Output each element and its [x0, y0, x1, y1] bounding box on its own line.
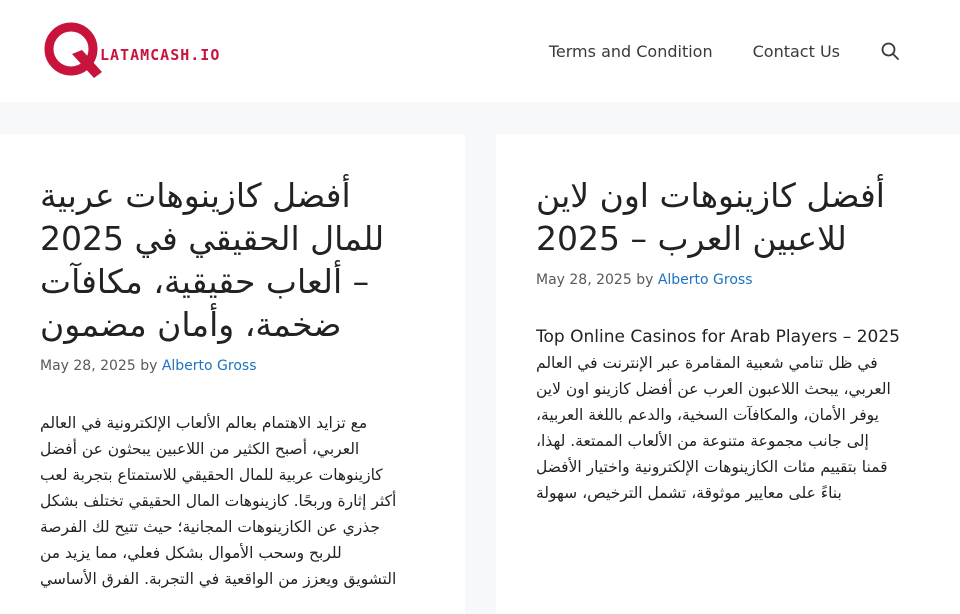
main-nav	[549, 0, 960, 102]
excerpt-line: كازينوهات عربية للمال الحقيقي للاستمتاع بتجربة لعب	[40, 466, 383, 484]
search-icon	[881, 42, 899, 60]
post-by-label: by	[140, 358, 158, 374]
excerpt-line: قمنا بتقييم مئات الكازينوهات الإلكترونية واختيار الأفضل	[536, 458, 888, 476]
excerpt-line: العربي، يبحث اللاعبون العرب عن أفضل كازينو اون لاين	[536, 380, 891, 398]
post-title-line[interactable]: للاعبين العرب – 2025	[536, 219, 847, 258]
post-date: May 28, 2025	[40, 358, 136, 374]
post-title-line[interactable]: ضخمة، وأمان مضمون	[40, 305, 342, 344]
excerpt-line: العربي، أصبح الكثير من اللاعبين يبحثون عن أفضل	[40, 440, 360, 458]
excerpt-line: التشويق ويعزز من الواقعية في التجربة. الفرق الأساسي	[40, 570, 397, 588]
post-excerpt	[40, 410, 425, 592]
excerpt-line: للربح وسحب الأموال بشكل فعلي، مما يزيد من	[40, 544, 342, 562]
logo-text: LATAMCASH.IO	[100, 46, 221, 64]
post-by-label: by	[636, 272, 654, 288]
post-author-link[interactable]: Alberto Gross	[657, 272, 753, 288]
excerpt-line: إلى جانب مجموعة متنوعة من الألعاب الممتعة. لهذا،	[536, 432, 869, 450]
post-card	[496, 134, 960, 614]
post-meta	[40, 358, 425, 374]
post-date: May 28, 2025	[536, 272, 632, 288]
post-title-line[interactable]: للمال الحقيقي في 2025	[40, 219, 385, 258]
post-excerpt	[536, 324, 920, 506]
post-title-line[interactable]: – ألعاب حقيقية، مكافآت	[40, 262, 370, 301]
excerpt-line: مع تزايد الاهتمام بعالم الألعاب الإلكترونية في العالم	[40, 414, 368, 432]
excerpt-line: يوفر الأمان، والمكافآت السخية، والدعم باللغة العربية،	[536, 406, 879, 424]
post-title[interactable]	[536, 174, 920, 260]
excerpt-line: أكثر إثارة وربحًا. كازينوهات المال الحقيقي تختلف بشكل	[40, 492, 397, 510]
post-title[interactable]	[40, 174, 425, 346]
site-header	[0, 0, 960, 102]
post-title-line[interactable]: أفضل كازينوهات اون لاين	[536, 176, 885, 215]
post-card	[0, 134, 465, 614]
nav-contact-link[interactable]: Contact Us	[752, 41, 840, 61]
nav-terms-link[interactable]: Terms and Condition	[548, 41, 713, 61]
excerpt-line: بناءً على معايير موثوقة، تشمل الترخيص، سهولة	[536, 484, 842, 502]
latamcash-logo-icon	[42, 20, 242, 82]
post-title-line[interactable]: أفضل كازينوهات عربية	[40, 176, 351, 215]
excerpt-heading: Top Online Casinos for Arab Players – 2025	[536, 327, 900, 347]
search-button[interactable]	[880, 41, 900, 61]
post-meta	[536, 272, 920, 288]
excerpt-line: في ظل تنامي شعبية المقامرة عبر الإنترنت في العالم	[536, 354, 878, 372]
excerpt-line: جذري عن الكازينوهات المجانية؛ حيث تتيح لك الفرصة	[40, 518, 380, 536]
post-author-link[interactable]: Alberto Gross	[161, 358, 257, 374]
site-logo[interactable]	[42, 20, 242, 82]
